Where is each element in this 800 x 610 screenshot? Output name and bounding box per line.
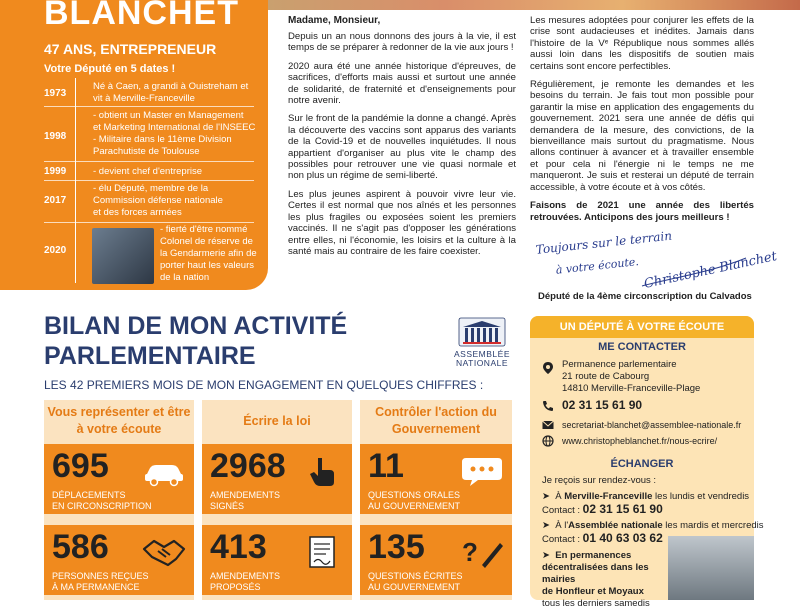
timeline-separator xyxy=(44,161,254,162)
timeline-text: Né à Caen, a grandi à Ouistreham et vit à Merville-Franceville xyxy=(93,81,249,104)
deputy-constituency: Député de la 4ème circonscription du Calvados xyxy=(538,291,752,302)
stat-label: DÉPLACEMENTS EN CIRCONSCRIPTION xyxy=(52,490,152,511)
phone-icon xyxy=(542,400,554,412)
timeline-year: 2020 xyxy=(44,245,67,256)
letter-paragraph: Depuis un an nous donnons des jours à la vie, il est temps de se préparer à redonner de la vie aux jours ! xyxy=(288,31,516,54)
letter-paragraph: Les mesures adoptées pour conjurer les effets de la crise sont audacieuses et inédites. Jamais dans l'histoire de la Vᵉ République nous sommes allés aussi loin dans les dispositifs de soutien mais certains sont encore perfectibles. xyxy=(530,15,754,72)
header-photo-strip xyxy=(268,0,800,10)
contact-email-link[interactable]: secretariat-blanchet@assemblee-nationale.fr xyxy=(562,420,742,430)
timeline-text: - devient chef d'entreprise xyxy=(93,166,203,177)
stat-value: 695 xyxy=(52,447,109,485)
stat-label: AMENDEMENTS PROPOSÉS xyxy=(210,571,281,592)
stat-value: 135 xyxy=(368,528,425,566)
letter-paragraph: Sur le front de la pandémie la donne a changé. Après la découverte des vaccins sont apparus des variants de la Covid-19 et de nouvelles inquiétudes. Il nous appartient d'organiser au plus vite le champ des possibles pour retrouver une vie quasi normale et non plus un régime de semi-liberté. xyxy=(288,113,516,182)
timeline-separator xyxy=(44,106,254,107)
deputy-photo xyxy=(92,228,154,284)
stat-label: QUESTIONS ÉCRITES AU GOUVERNEMENT xyxy=(368,571,463,592)
meet-assemblee-contact: Contact : 01 40 63 03 62 xyxy=(542,531,663,545)
letter-paragraph: Les plus jeunes aspirent à pouvoir vivre leur vie. Certes il est normal que nos aînés et les personnes les plus fragiles ou exposées soient les premiers vaccinés. Il ne s'agit pas d'opposer les générations entre elles, ni l'économie, les loisirs et la culture à la santé mais au contraire de les faire coexister. xyxy=(288,188,516,257)
contact-website-link[interactable]: www.christopheblanchet.fr/nous-ecrire/ xyxy=(562,436,718,446)
exchange-title: ÉCHANGER xyxy=(610,458,674,470)
arrow-right-icon: ➤ xyxy=(542,491,556,502)
svg-text:à votre écoute.: à votre écoute. xyxy=(555,255,640,277)
stat-label: AMENDEMENTS SIGNÉS xyxy=(210,490,281,511)
stat-card xyxy=(44,525,194,595)
stat-card xyxy=(360,444,512,514)
letter-paragraph: Régulièrement, je remonte les demandes et les besoins du terrain. Je fais tout mon possible pour garantir la mise en application des engagements du gouvernement. 2021 sera une année de défis qui demandera de la mesure, des convictions, de la bienveillance mais surtout du pragmatisme. Nous allons continuer à avancer et à travailler ensemble et pour cela ni l'énergie ni le temps ne me manqueront. Je suis et resterai un député de terrain accessible, à votre écoute et à vos côtés. xyxy=(530,79,754,193)
letter-column-1 xyxy=(288,31,516,264)
stat-category-title: Contrôler l'action du Gouvernement xyxy=(375,405,497,436)
letter-paragraph: Faisons de 2021 une année des libertés retrouvées. Anticipons des jours meilleurs ! xyxy=(530,200,754,223)
globe-icon xyxy=(542,435,554,447)
svg-text:Toujours sur le terrain: Toujours sur le terrain xyxy=(535,228,673,257)
stat-value: 11 xyxy=(368,447,404,485)
timeline-text: - obtient un Master en Management et Marketing International de l'INSEEC - Militaire dans le 11ème Division Parachutiste de Toulouse xyxy=(93,110,256,157)
arrow-right-icon: ➤ xyxy=(542,550,556,561)
svg-text:Christophe Blanchet: Christophe Blanchet xyxy=(642,249,779,292)
timeline-year: 1973 xyxy=(44,88,67,99)
stat-label: QUESTIONS ORALES AU GOUVERNEMENT xyxy=(368,490,461,511)
stat-card xyxy=(360,525,512,595)
letter-column-2 xyxy=(530,15,754,230)
stat-value: 586 xyxy=(52,528,109,566)
timeline-year: 1999 xyxy=(44,166,67,177)
stat-value: 2968 xyxy=(210,447,286,485)
timeline-year: 2017 xyxy=(44,195,67,206)
contact-title: ME CONTACTER xyxy=(598,341,686,353)
meet-decentralised: ➤ En permanences décentralisées dans les mairies de Honfleur et Moyaux tous les derniers samedis xyxy=(542,550,650,609)
contact-phone[interactable]: 02 31 15 61 90 xyxy=(562,398,643,412)
bilan-subtitle: LES 42 PREMIERS MOIS DE MON ENGAGEMENT EN QUELQUES CHIFFRES : xyxy=(44,378,484,392)
stat-category-title: Écrire la loi xyxy=(243,414,311,428)
letter-salutation: Madame, Monsieur, xyxy=(288,15,381,26)
car-icon xyxy=(142,454,186,488)
meet-intro: Je reçois sur rendez-vous : xyxy=(542,475,657,486)
arrow-right-icon: ➤ xyxy=(542,520,556,531)
town-hall-photo xyxy=(668,536,754,600)
svg-text:?: ? xyxy=(462,537,478,567)
timeline-separator xyxy=(44,222,254,223)
timeline-separator xyxy=(44,180,254,181)
profile-elected-line: Votre Député en 5 dates ! xyxy=(44,63,176,75)
handshake-icon xyxy=(142,535,186,569)
meet-assemblee: ➤ À l'Assemblée nationale les mardis et mercredis xyxy=(542,520,764,531)
document-sign-icon xyxy=(300,535,344,569)
meet-merville-contact: Contact : 02 31 15 61 90 xyxy=(542,502,663,516)
location-pin-icon xyxy=(542,362,554,374)
stat-category-title: Vous représenter et être à votre écoute xyxy=(47,405,191,436)
timeline-text: - élu Député, membre de la Commission défense nationale et des forces armées xyxy=(93,183,223,218)
contact-header: UN DÉPUTÉ À VOTRE ÉCOUTE xyxy=(530,316,754,338)
profile-age-line: 47 ANS, ENTREPRENEUR xyxy=(44,41,217,57)
stat-value: 413 xyxy=(210,528,267,566)
stat-card xyxy=(202,525,352,595)
question-pen-icon xyxy=(460,535,504,569)
timeline-year: 1998 xyxy=(44,131,67,142)
timeline-text: - fierté d'être nommé Colonel de réserve de la Gendarmerie afin de porter haut les valeurs de la nation xyxy=(160,224,257,283)
stat-card xyxy=(44,444,194,514)
profile-name: BLANCHET xyxy=(44,0,239,32)
bilan-title-line2: PARLEMENTAIRE xyxy=(44,342,256,370)
bilan-title: BILAN DE MON ACTIVITÉ xyxy=(44,312,348,340)
stat-card xyxy=(202,444,352,514)
meet-merville: ➤ À Merville-Franceville les lundis et vendredis xyxy=(542,491,750,502)
email-icon xyxy=(542,419,554,431)
letter-paragraph: 2020 aura été une année historique d'épreuves, de sacrifices, d'efforts mais aussi et surtout une année de solidarité, de fraternité et d'enseignements pour notre avenir. xyxy=(288,60,516,107)
contact-address: Permanence parlementaire 21 route de Cabourg 14810 Merville-Franceville-Plage xyxy=(562,359,701,394)
stat-label: PERSONNES REÇUES À MA PERMANENCE xyxy=(52,571,149,592)
handwritten-signature xyxy=(532,228,779,292)
assemblee-nationale-label: ASSEMBLÉE NATIONALE xyxy=(454,349,510,368)
hand-pointer-icon xyxy=(300,454,344,488)
speech-bubble-icon xyxy=(460,454,504,488)
